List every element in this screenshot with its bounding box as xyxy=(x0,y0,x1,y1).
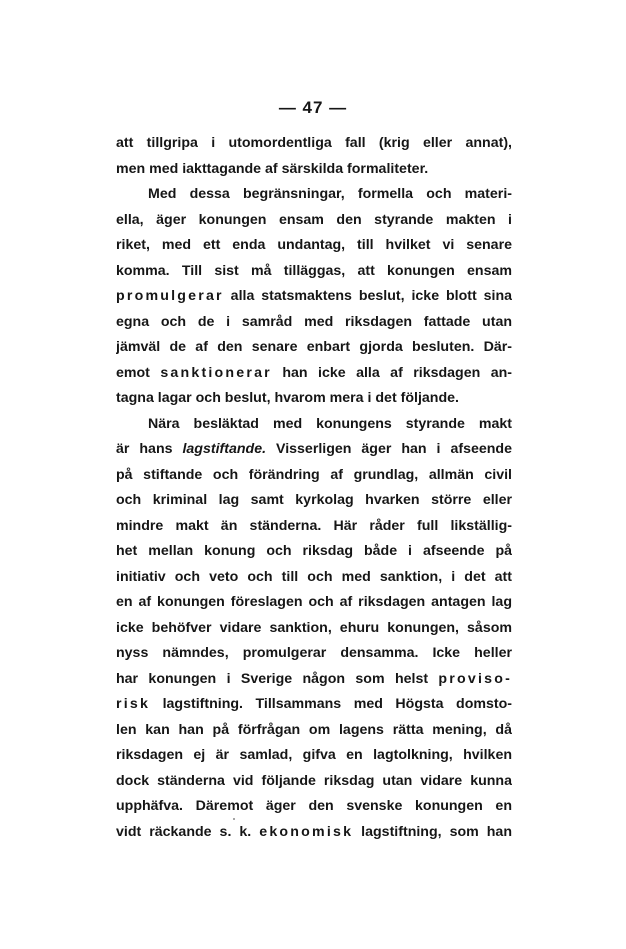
text-line xyxy=(116,769,512,795)
spaced-term: proviso- xyxy=(438,670,512,687)
text-run: tagna lagar och beslut, hvarom mera i det följande. xyxy=(116,390,459,406)
text-line xyxy=(116,667,512,693)
text-run: riket, med ett enda undantag, till hvilket vi senare xyxy=(116,237,512,253)
text-run: har konungen i Sverige någon som helst xyxy=(116,670,439,687)
text-line xyxy=(116,182,512,208)
text-run: Visserligen äger han i afseende xyxy=(266,441,512,457)
text-line xyxy=(116,616,512,642)
text-line xyxy=(116,412,512,438)
text-line xyxy=(116,284,512,310)
text-line xyxy=(116,259,512,285)
body-text xyxy=(116,131,512,845)
text-run: är hans xyxy=(116,441,183,457)
text-run: att tillgripa i utomordentliga fall (krig eller annat), xyxy=(116,135,512,151)
text-line xyxy=(116,131,512,157)
text-run: riksdagen ej är samlad, gifva en lagtolkning, hvilken xyxy=(116,747,512,763)
spaced-term: risk xyxy=(116,696,151,712)
text-run: vidt räckande s. k. xyxy=(116,823,260,840)
text-run: initiativ och veto och till och med sanktion, i det att xyxy=(116,568,512,585)
text-run: emot xyxy=(116,364,161,381)
text-run: men med iakttagande af särskilda formaliteter. xyxy=(116,160,429,177)
text-line xyxy=(116,794,512,820)
text-line xyxy=(116,488,512,514)
text-line xyxy=(116,437,512,463)
text-run: alla statsmaktens beslut, icke blott sina xyxy=(223,288,512,304)
spaced-term: ekonomisk xyxy=(259,823,354,840)
text-run: Nära besläktad med konungens styrande makt xyxy=(148,415,512,432)
text-line xyxy=(116,361,512,387)
text-line xyxy=(116,820,512,846)
text-line xyxy=(116,335,512,361)
spaced-term: sanktionerar xyxy=(160,364,272,381)
text-line xyxy=(116,590,512,616)
text-run: Med dessa begränsningar, formella och materi- xyxy=(148,186,512,202)
text-line xyxy=(116,718,512,744)
text-run: jämväl de af den senare enbart gjorda besluten. Där- xyxy=(116,339,512,355)
text-run: icke behöfver vidare sanktion, ehuru konungen, såsom xyxy=(116,619,512,636)
text-run: dock ständerna vid följande riksdag utan vidare kunna xyxy=(116,772,512,789)
text-run: egna och de i samråd med riksdagen fattade utan xyxy=(116,313,512,330)
text-run: han icke alla af riksdagen an- xyxy=(271,364,512,381)
text-line xyxy=(116,208,512,234)
text-run: en af konungen föreslagen och af riksdagen antagen lag xyxy=(116,594,512,610)
text-line xyxy=(116,539,512,565)
italic-term: lagstiftande. xyxy=(182,441,267,457)
text-run: ella, äger konungen ensam den styrande makten i xyxy=(116,211,512,228)
text-line xyxy=(116,565,512,591)
text-line xyxy=(116,157,512,183)
text-run: och kriminal lag samt kyrkolag hvarken större eller xyxy=(116,492,512,508)
text-run: len kan han på förfrågan om lagens rätta mening, då xyxy=(116,721,512,738)
text-run: nyss nämndes, promulgerar densamma. Icke heller xyxy=(116,645,512,661)
text-line xyxy=(116,386,512,412)
text-run: lagstiftning, som han xyxy=(353,823,512,840)
text-line xyxy=(116,641,512,667)
text-run: mindre makt än ständerna. Här råder full likställig- xyxy=(116,517,512,534)
paper-speck xyxy=(233,818,235,820)
spaced-term: promulgerar xyxy=(116,288,224,304)
text-line xyxy=(116,514,512,540)
text-run: upphäfva. Däremot äger den svenske konungen en xyxy=(116,798,512,814)
text-line xyxy=(116,310,512,336)
text-line xyxy=(116,463,512,489)
text-run: het mellan konung och riksdag både i afseende på xyxy=(116,543,512,559)
text-run: lagstiftning. Tillsammans med Högsta domsto- xyxy=(150,696,512,712)
text-line xyxy=(116,743,512,769)
text-line xyxy=(116,233,512,259)
text-run: på stiftande och förändring af grundlag, allmän civil xyxy=(116,466,512,483)
page-number: — 47 — xyxy=(278,98,348,117)
text-line xyxy=(116,692,512,718)
text-run: komma. Till sist må tilläggas, att konungen ensam xyxy=(116,262,512,279)
